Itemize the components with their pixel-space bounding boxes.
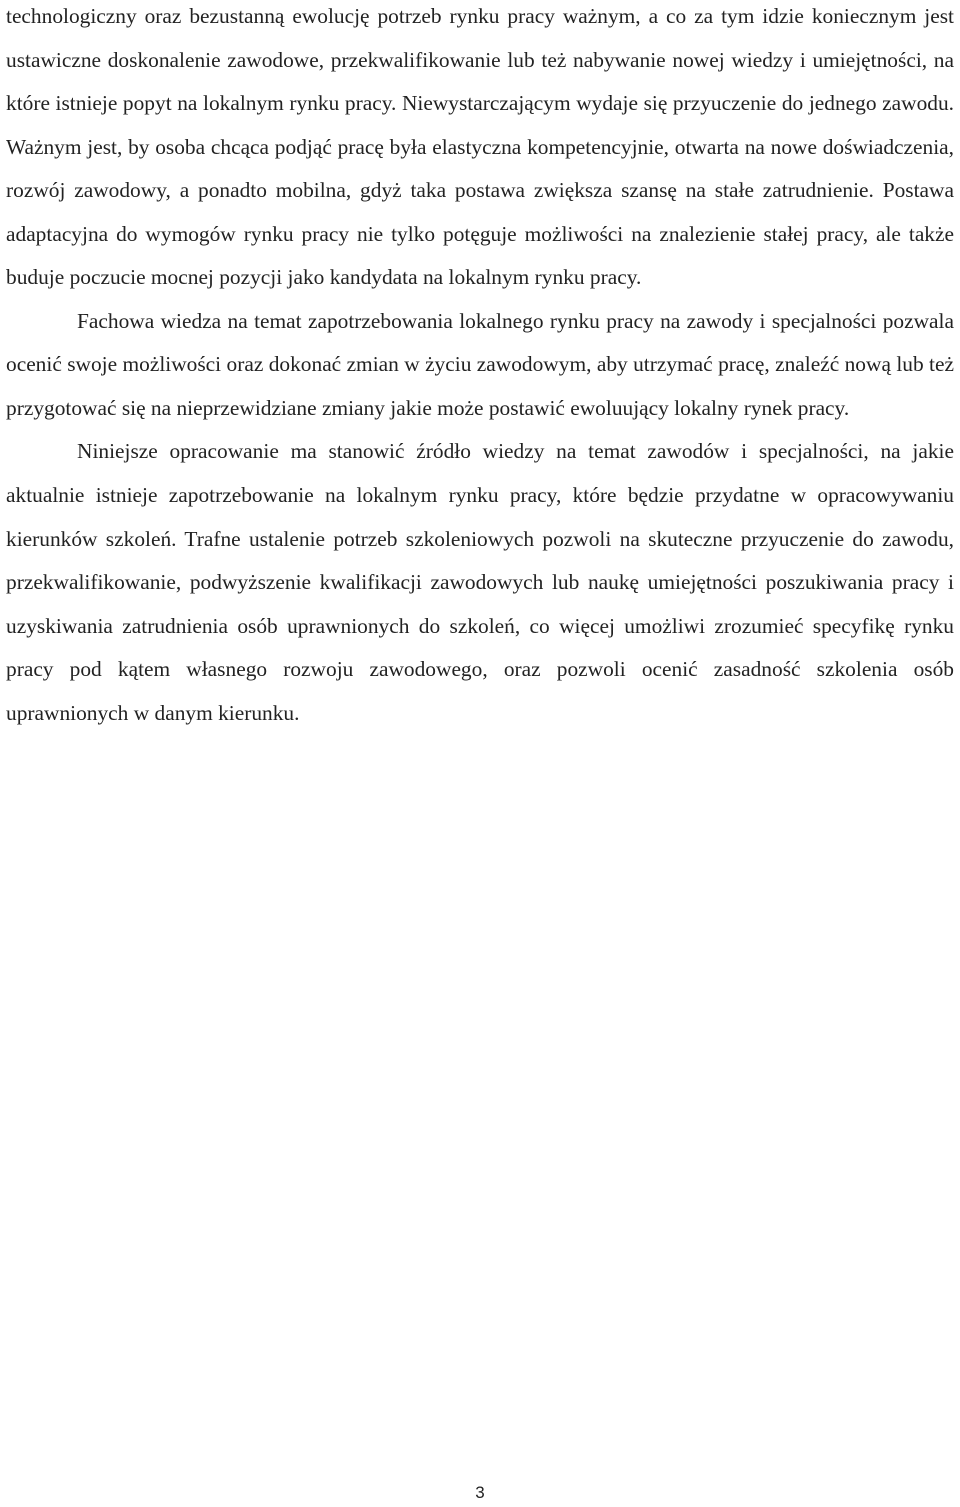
paragraph-continuation: technologiczny oraz bezustanną ewolucję potrzeb rynku pracy ważnym, a co za tym idzie koniecznym jest ustawiczne doskonalenie zawodowe, przekwalifikowanie lub też nabywanie nowej wiedzy i umiejętności, na które istnieje popyt na lokalnym rynku pracy. Niewystarczającym wydaje się przyuczenie do jednego zawodu. Ważnym jest, by osoba chcąca podjąć pracę była elastyczna kompetencyjnie, otwarta na nowe doświadczenia, rozwój zawodowy, a ponadto mobilna, gdyż taka postawa zwiększa szansę na stałe zatrudnienie. Postawa adaptacyjna do wymogów rynku pracy nie tylko potęguje możliwości na znalezienie stałej pracy, ale także buduje poczucie mocnej pozycji jako kandydata na lokalnym rynku pracy. <box>6 4 954 290</box>
paragraph-study-purpose: Niniejsze opracowanie ma stanowić źródło wiedzy na temat zawodów i specjalności, na jakie aktualnie istnieje zapotrzebowanie na lokalnym rynku pracy, które będzie przydatne w opracowywaniu kierunków szkoleń. Trafne ustalenie potrzeb szkoleniowych pozwoli na skuteczne przyuczenie do zawodu, przekwalifikowanie, podwyższenie kwalifikacji zawodowych lub naukę umiejętności poszukiwania pracy i uzyskiwania zatrudnienia osób uprawnionych do szkoleń, co więcej umożliwi zrozumieć specyfikę rynku pracy pod kątem własnego rozwoju zawodowego, oraz pozwoli ocenić zasadność szkolenia osób uprawnionych w danym kierunku. <box>6 439 954 725</box>
body-text <box>6 0 954 735</box>
paragraph-local-labor-market-knowledge: Fachowa wiedza na temat zapotrzebowania lokalnego rynku pracy na zawody i specjalności pozwala ocenić swoje możliwości oraz dokonać zmian w życiu zawodowym, aby utrzymać pracę, znaleźć nową lub też przygotować się na nieprzewidziane zmiany jakie może postawić ewoluujący lokalny rynek pracy. <box>6 308 954 420</box>
page-number: 3 <box>475 1483 485 1502</box>
